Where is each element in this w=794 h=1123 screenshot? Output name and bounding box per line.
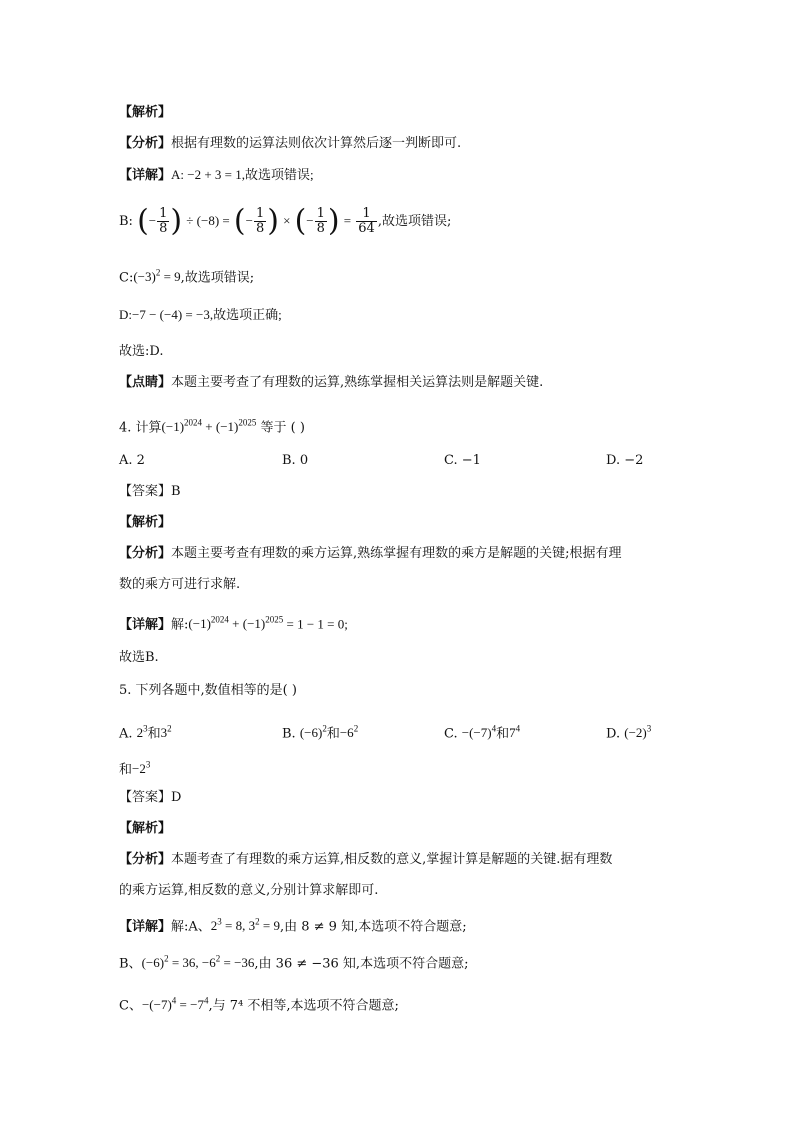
q4-xiangjie: 【详解】解$:(-1)^{2024} + (-1)^{2025} = 1 - 1 = 0$;: [119, 615, 348, 633]
q5-fenxi-1: 【分析】本题考查了有理数的乘方运算,相反数的意义,掌握计算是解题的关键.据有理数: [119, 852, 613, 867]
q5-xiangjie-b: B、$(-6)^2 = 36$, $-6^2 = -36$,由 36 ≠ −36 知,本选项不符合题意;: [119, 954, 469, 972]
option-b-working: B: (− $\frac{1}{8}$ ) ÷ (−8) = (− $\frac{1}{8}$ ) × (− $\frac{1}{8}$ ) = $\frac{1}{64}$ ,故选项错误;: [119, 203, 452, 239]
fraction: $\frac{1}{8}$: [159, 206, 168, 236]
q5-option-d-cont: 和$-2^3$: [119, 760, 151, 778]
option-d-working: D:−7 − (−4) = −3,故选项正确;: [119, 307, 282, 322]
q5-jiexi: 【解析】: [119, 821, 172, 836]
fenxi-line: 【分析】根据有理数的运算法则依次计算然后逐一判断即可.: [119, 136, 462, 151]
q4-option-b: B. 0: [282, 453, 309, 468]
xiangjie-a-line: 【详解】A: −2 + 3 = 1,故选项错误;: [119, 167, 314, 183]
choice-line: 故选:D.: [119, 344, 164, 359]
q4-fenxi-1: 【分析】本题主要考查有理数的乘方运算,熟练掌握有理数的乘方是解题的关键;根据有理: [119, 546, 622, 561]
q4-option-a: A. 2: [119, 453, 145, 468]
q5-option-a: A. $2^3$和$3^2$: [119, 724, 172, 742]
question-4-stem: 4. 计算$(-1)^{2024} + (-1)^{2025}$ 等于 ( ): [119, 418, 305, 436]
q5-option-b: B. $(-6)^2$和$-6^2$: [282, 724, 359, 742]
jiexi-heading: 【解析】: [119, 105, 172, 120]
q4-choice: 故选B.: [119, 650, 159, 665]
question-5-stem: 5. 下列各题中,数值相等的是( ): [119, 683, 297, 698]
q4-option-c: C. −1: [444, 453, 481, 468]
q5-xiangjie-a: 【详解】解:A、$2^3 = 8$, $3^2 = 9$,由 8 ≠ 9 知,本选项不符合题意;: [119, 917, 467, 935]
dianjing-line: 【点睛】本题主要考查了有理数的运算,熟练掌握相关运算法则是解题关键.: [119, 375, 544, 390]
q5-fenxi-2: 的乘方运算,相反数的意义,分别计算求解即可.: [119, 883, 379, 898]
q5-answer: 【答案】D: [119, 790, 182, 805]
q4-answer: 【答案】B: [119, 484, 181, 499]
q4-fenxi-2: 数的乘方可进行求解.: [119, 577, 241, 592]
q4-jiexi: 【解析】: [119, 515, 172, 530]
q5-xiangjie-c: C、$-(-7)^4 = -7^4$,与 7⁴ 不相等,本选项不符合题意;: [119, 996, 399, 1014]
option-c-working: $C:(-3)^2 = 9$,故选项错误;: [119, 268, 255, 286]
q5-option-d: D. $(-2)^3$: [606, 724, 652, 742]
q4-option-d: D. −2: [606, 453, 644, 468]
q5-option-c: C. $-(-7)^4$和$7^4$: [444, 724, 521, 742]
